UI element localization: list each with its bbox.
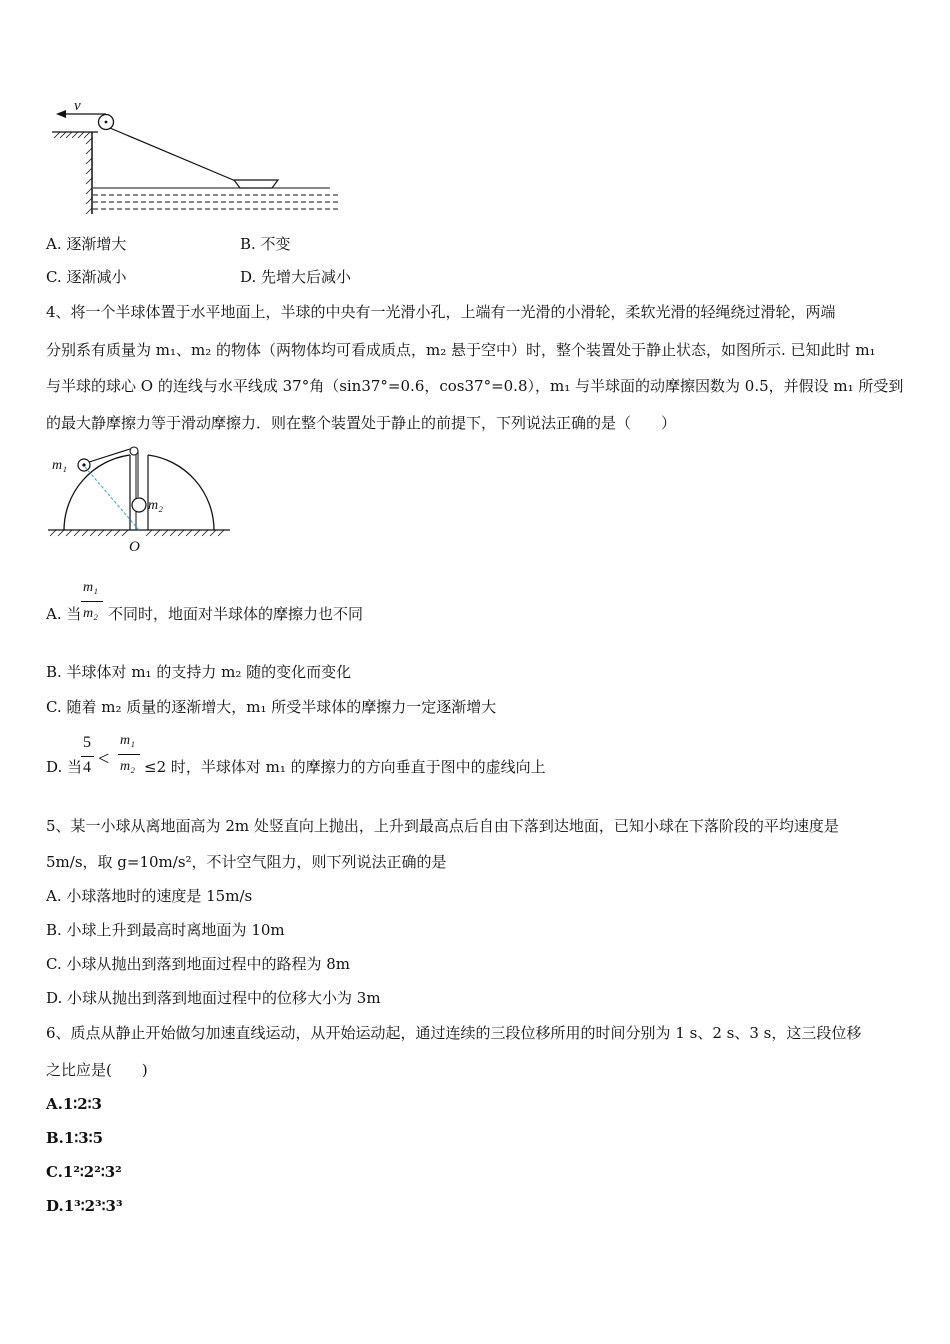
q4-option-d-frac-bar (81, 756, 94, 757)
q4-option-b: B. 半球体对 m₁ 的支持力 m₂ 随的变化而变化 (46, 663, 352, 681)
q5-option-a: A. 小球落地时的速度是 15m/s (46, 887, 253, 905)
q4-stem-line4: 的最大静摩擦力等于滑动摩擦力．则在整个装置处于静止的前提下，下列说法正确的是（ ） (46, 414, 677, 432)
q5-option-d: D. 小球从抛出到落到地面过程中的位移大小为 3m (46, 989, 381, 1007)
q4-option-a-fraction-bar (81, 601, 103, 602)
q5-stem-line1: 5、某一小球从离地面高为 2m 处竖直向上抛出，上升到最高点后自由下落到达地面，已知小球在下落阶段的平均速度是 (46, 817, 839, 835)
label-m2: m₂ (148, 498, 163, 513)
q3-option-a: A. 逐渐增大 (46, 235, 127, 253)
q4-stem-line1: 4、将一个半球体置于水平地面上，半球的中央有一光滑小孔，上端有一光滑的小滑轮，柔软光滑的轻绳绕过滑轮，两端 (46, 303, 836, 321)
q6-stem-line2: 之比应是( ) (46, 1061, 148, 1079)
q4-option-d-frac-den: 4 (83, 759, 91, 776)
q4-option-a-numerator: m₁ (83, 580, 98, 595)
label-m1: m₁ (52, 458, 67, 473)
q5-option-c: C. 小球从抛出到落到地面过程中的路程为 8m (46, 955, 351, 973)
q4-option-d-suffix: ≤2 时，半球体对 m₁ 的摩擦力的方向垂直于图中的虚线向上 (144, 758, 546, 776)
q4-option-d-numerator: m₁ (120, 733, 135, 748)
pulley-boat-figure (40, 92, 350, 222)
hemisphere-figure (44, 443, 244, 558)
q4-option-d-frac-num: 5 (83, 734, 91, 751)
q4-option-a-suffix: 不同时，地面对半球体的摩擦力也不同 (108, 605, 364, 623)
q6-option-d: D.1³∶2³∶3³ (46, 1197, 123, 1215)
q4-option-d-less-than: < (98, 748, 110, 770)
q3-option-b: B. 不变 (240, 235, 291, 253)
q4-stem-line3: 与半球的球心 O 的连线与水平线成 37°角（sin37°=0.6，cos37°=0.8），m₁ 与半球面的动摩擦因数为 0.5，并假设 m₁ 所受到 (46, 377, 904, 395)
q4-option-a-prefix: A. 当 (46, 605, 82, 623)
q3-option-c: C. 逐渐减小 (46, 268, 127, 286)
velocity-label: v (74, 98, 81, 114)
q4-stem-line2: 分别系有质量为 m₁、m₂ 的物体（两物体均可看成质点，m₂ 悬于空中）时，整个装置处于静止状态，如图所示. 已知此时 m₁ (46, 341, 876, 359)
label-O: O (129, 539, 140, 555)
q4-option-c: C. 随着 m₂ 质量的逐渐增大，m₁ 所受半球体的摩擦力一定逐渐增大 (46, 698, 497, 716)
q3-options-row1 (46, 234, 291, 254)
q4-option-d-fraction-bar (118, 754, 140, 755)
q6-option-b: B.1∶3∶5 (46, 1129, 104, 1147)
q5-option-b: B. 小球上升到最高时离地面为 10m (46, 921, 285, 939)
q4-option-d-denominator: m₂ (120, 759, 135, 774)
q3-option-d: D. 先增大后减小 (240, 268, 352, 286)
q6-option-a: A.1∶2∶3 (46, 1095, 102, 1113)
q5-stem-line2: 5m/s，取 g=10m/s²，不计空气阻力，则下列说法正确的是 (46, 853, 447, 871)
q6-option-c: C.1²∶2²∶3² (46, 1163, 122, 1181)
q3-options-row2 (46, 267, 352, 287)
q4-option-d-prefix: D. 当 (46, 758, 83, 776)
q4-option-a-denominator: m₂ (83, 606, 98, 621)
q6-stem-line1: 6、质点从静止开始做匀加速直线运动，从开始运动起，通过连续的三段位移所用的时间分别为 1 s、2 s、3 s，这三段位移 (46, 1024, 862, 1042)
